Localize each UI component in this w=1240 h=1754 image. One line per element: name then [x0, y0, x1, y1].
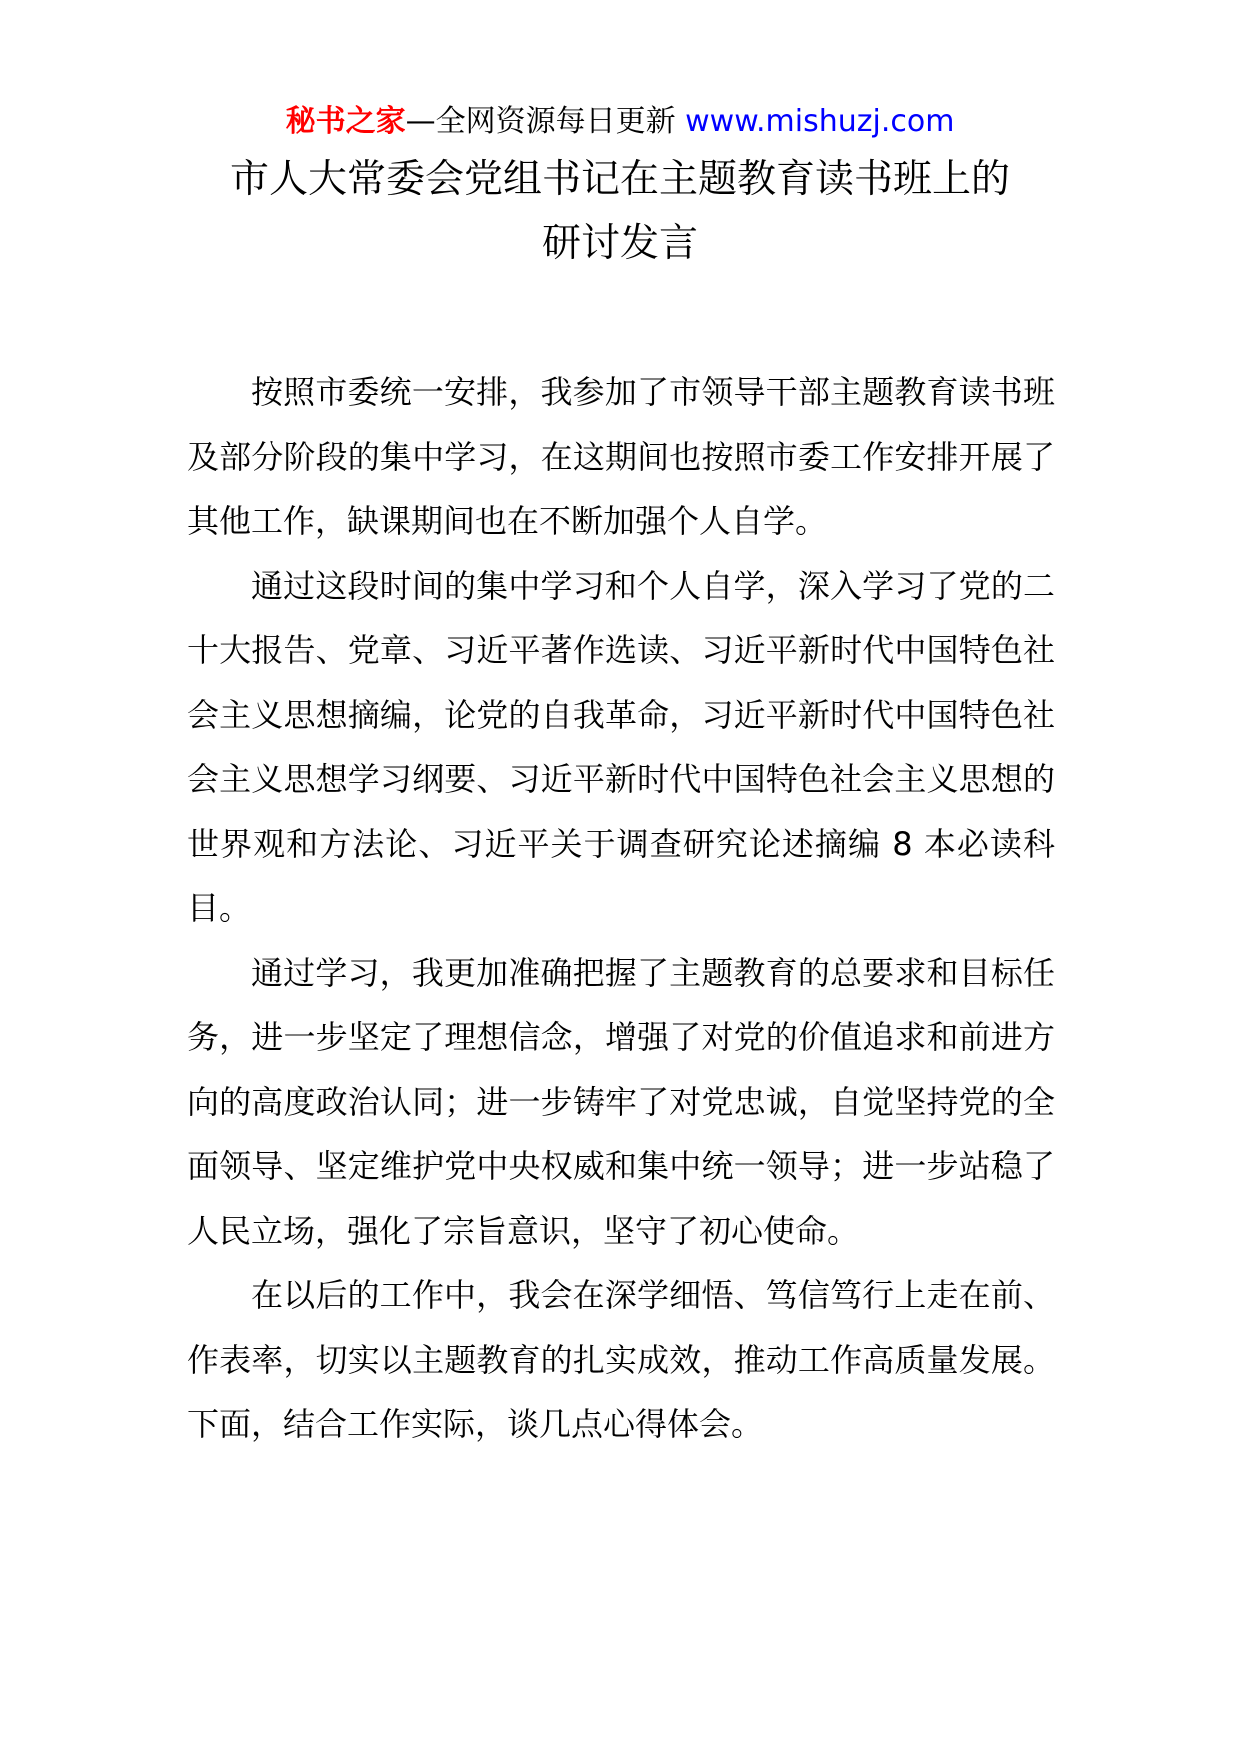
- site-url-link[interactable]: www.mishuzj.com: [685, 104, 955, 139]
- site-header: [0, 100, 1240, 144]
- title-line-2: 研讨发言: [541, 221, 698, 266]
- body-paragraph-4: 在以后的工作中，我会在深学细悟、笃信笃行上走在前、作表率，切实以主题教育的扎实成效，推动工作高质量发展。下面，结合工作实际，谈几点心得体会。: [187, 1276, 1055, 1443]
- body-paragraph-1: 按照市委统一安排，我参加了市领导干部主题教育读书班及部分阶段的集中学习，在这期间也按照市委工作安排开展了其他工作，缺课期间也在不断加强个人自学。: [187, 373, 1055, 540]
- title-line-1: 市人大常委会党组书记在主题教育读书班上的: [229, 157, 1010, 202]
- page-title: [180, 148, 1060, 276]
- document-body: [187, 360, 1055, 1457]
- body-paragraph-3: 通过学习，我更加准确把握了主题教育的总要求和目标任务，进一步坚定了理想信念，增强了对党的价值追求和前进方向的高度政治认同；进一步铸牢了对党忠诚，自觉坚持党的全面领导、坚定维护党中央权威和集中统一领导；进一步站稳了人民立场，强化了宗旨意识，坚守了初心使命。: [187, 953, 1055, 1250]
- site-tagline: —全网资源每日更新: [405, 104, 676, 139]
- body-paragraph-2: 通过这段时间的集中学习和个人自学，深入学习了党的二十大报告、党章、习近平著作选读、习近平新时代中国特色社会主义思想摘编，论党的自我革命，习近平新时代中国特色社会主义思想学习纲要、习近平新时代中国特色社会主义思想的世界观和方法论、习近平关于调查研究论述摘编 8 本必读科目。: [187, 566, 1055, 927]
- site-brand: 秘书之家: [285, 104, 406, 139]
